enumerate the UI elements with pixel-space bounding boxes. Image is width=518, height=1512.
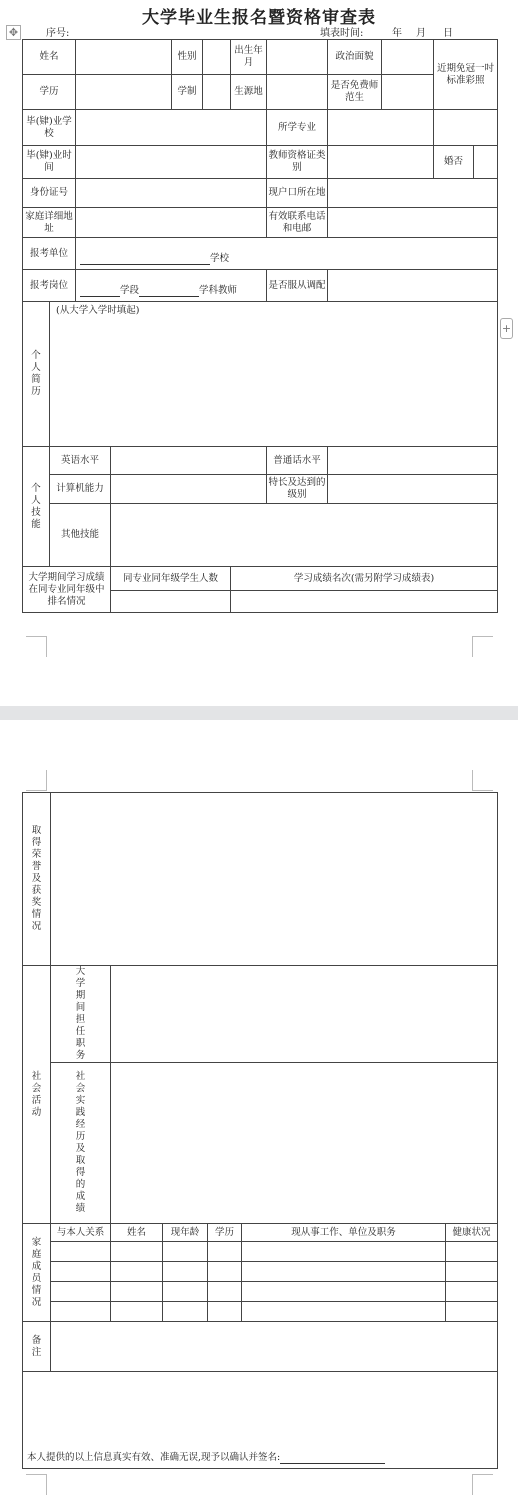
schooling-field[interactable] bbox=[203, 75, 231, 110]
marital-field[interactable] bbox=[474, 146, 498, 179]
honors-field[interactable] bbox=[51, 793, 498, 966]
id-no-label: 身份证号 bbox=[23, 179, 76, 208]
political-label: 政治面貌 bbox=[328, 40, 382, 75]
resume-label: 个 人 简 历 bbox=[23, 302, 50, 447]
application-form-table bbox=[22, 39, 498, 613]
marital-label: 婚否 bbox=[434, 146, 474, 179]
education-label: 学历 bbox=[23, 75, 76, 110]
major-field[interactable] bbox=[328, 110, 434, 146]
family-label: 家 庭 成 员 情 况 bbox=[23, 1224, 51, 1322]
table-row bbox=[23, 1302, 498, 1322]
ranking-label: 大学期间学习成绩在同专业同年级中排名情况 bbox=[23, 567, 111, 613]
specialty-label: 特长及达到的级别 bbox=[267, 475, 328, 504]
rank-note-label: 学习成绩名次(需另附学习成绩表) bbox=[231, 567, 498, 591]
table-row bbox=[23, 1282, 498, 1302]
classmates-field[interactable] bbox=[111, 591, 231, 613]
gender-field[interactable] bbox=[203, 40, 231, 75]
major-label: 所学专业 bbox=[267, 110, 328, 146]
hukou-label: 现户口所在地 bbox=[267, 179, 328, 208]
signature-blank[interactable] bbox=[280, 1452, 385, 1464]
free-normal-field[interactable] bbox=[382, 75, 434, 110]
name-label: 姓名 bbox=[23, 40, 76, 75]
skills-label: 个 人 技 能 bbox=[23, 447, 50, 567]
remarks-field[interactable] bbox=[51, 1322, 498, 1372]
corner-mark-icon bbox=[26, 770, 47, 791]
section-blank[interactable] bbox=[80, 285, 120, 297]
birth-field[interactable] bbox=[267, 40, 328, 75]
cert-type-field[interactable] bbox=[328, 146, 434, 179]
corner-mark-icon bbox=[26, 636, 47, 657]
address-field[interactable] bbox=[76, 208, 267, 238]
declaration-cell bbox=[23, 1372, 498, 1469]
resume-field[interactable]: (从大学入学时填起) bbox=[50, 302, 498, 447]
month-label: 月 bbox=[416, 28, 426, 39]
classmates-label: 同专业同年级学生人数 bbox=[111, 567, 231, 591]
mandarin-label: 普通话水平 bbox=[267, 447, 328, 475]
specialty-field[interactable] bbox=[328, 475, 498, 504]
add-column-icon[interactable]: + bbox=[500, 318, 513, 339]
contact-field[interactable] bbox=[328, 208, 498, 238]
corner-mark-icon bbox=[26, 1474, 47, 1495]
grad-time-label: 毕(肄)业时间 bbox=[23, 146, 76, 179]
table-row bbox=[23, 1262, 498, 1282]
contact-label: 有效联系电话和电邮 bbox=[267, 208, 328, 238]
apply-unit-blank[interactable] bbox=[80, 253, 210, 265]
day-label: 日 bbox=[443, 28, 453, 39]
origin-label: 生源地 bbox=[231, 75, 267, 110]
gender-label: 性别 bbox=[172, 40, 203, 75]
family-header-work: 现从事工作、单位及职务 bbox=[242, 1224, 446, 1242]
rank-field[interactable] bbox=[231, 591, 498, 613]
fill-time-label: 填表时间: bbox=[320, 28, 364, 39]
apply-post-field[interactable] bbox=[76, 270, 267, 302]
english-label: 英语水平 bbox=[50, 447, 111, 475]
subject-blank[interactable] bbox=[139, 285, 199, 297]
apply-post-label: 报考岗位 bbox=[23, 270, 76, 302]
practice-field[interactable] bbox=[111, 1063, 498, 1224]
other-skills-label: 其他技能 bbox=[50, 504, 111, 567]
family-header-education: 学历 bbox=[208, 1224, 242, 1242]
table-move-handle-icon[interactable]: ✥ bbox=[6, 25, 21, 40]
cert-type-label: 教师资格证类别 bbox=[267, 146, 328, 179]
family-header-health: 健康状况 bbox=[446, 1224, 498, 1242]
subject-teacher-label: 学科教师 bbox=[199, 285, 238, 296]
hukou-field[interactable] bbox=[328, 179, 498, 208]
english-field[interactable] bbox=[111, 447, 267, 475]
family-header-relation: 与本人关系 bbox=[51, 1224, 111, 1242]
social-label: 社 会 活 动 bbox=[23, 966, 51, 1224]
serial-label: 序号: bbox=[46, 28, 70, 39]
photo-box[interactable]: 近期免冠一吋标准彩照 bbox=[434, 40, 498, 110]
application-form-table-page2 bbox=[22, 792, 498, 1469]
corner-mark-icon bbox=[472, 770, 493, 791]
corner-mark-icon bbox=[472, 1474, 493, 1495]
apply-unit-label: 报考单位 bbox=[23, 238, 76, 270]
year-label: 年 bbox=[392, 28, 402, 39]
grad-school-field[interactable] bbox=[76, 110, 267, 146]
declaration-text: 本人提供的以上信息真实有效、准确无误,现予以确认并签名: bbox=[27, 1452, 281, 1463]
computer-field[interactable] bbox=[111, 475, 267, 504]
obey-field[interactable] bbox=[328, 270, 498, 302]
id-no-field[interactable] bbox=[76, 179, 267, 208]
other-skills-field[interactable] bbox=[111, 504, 498, 567]
education-field[interactable] bbox=[76, 75, 172, 110]
positions-field[interactable] bbox=[111, 966, 498, 1063]
honors-label: 取 得 荣 誉 及 获 奖 情 况 bbox=[23, 793, 51, 966]
family-header-age: 现年龄 bbox=[163, 1224, 208, 1242]
positions-label: 大 学 期 间 担 任 职 务 bbox=[51, 966, 111, 1063]
school-label: 学校 bbox=[210, 253, 230, 264]
corner-mark-icon bbox=[472, 636, 493, 657]
family-header-name: 姓名 bbox=[111, 1224, 163, 1242]
computer-label: 计算机能力 bbox=[50, 475, 111, 504]
birth-label: 出生年月 bbox=[231, 40, 267, 75]
name-field[interactable] bbox=[76, 40, 172, 75]
grad-school-label: 毕(肄)业学校 bbox=[23, 110, 76, 146]
page-separator bbox=[0, 706, 518, 720]
photo-below-blank[interactable] bbox=[434, 110, 498, 146]
grad-time-field[interactable] bbox=[76, 146, 267, 179]
address-label: 家庭详细地址 bbox=[23, 208, 76, 238]
free-normal-label: 是否免费师范生 bbox=[328, 75, 382, 110]
political-field[interactable] bbox=[382, 40, 434, 75]
schooling-label: 学制 bbox=[172, 75, 203, 110]
origin-field[interactable] bbox=[267, 75, 328, 110]
apply-unit-field[interactable] bbox=[76, 238, 498, 270]
remarks-label: 备 注 bbox=[23, 1322, 51, 1372]
obey-label: 是否服从调配 bbox=[267, 270, 328, 302]
form-title: 大学毕业生报名暨资格审查表 bbox=[142, 8, 376, 28]
section-label: 学段 bbox=[120, 285, 140, 296]
table-row bbox=[23, 1242, 498, 1262]
practice-label: 社 会 实 践 经 历 及 取 得 的 成 绩 bbox=[51, 1063, 111, 1224]
mandarin-field[interactable] bbox=[328, 447, 498, 475]
